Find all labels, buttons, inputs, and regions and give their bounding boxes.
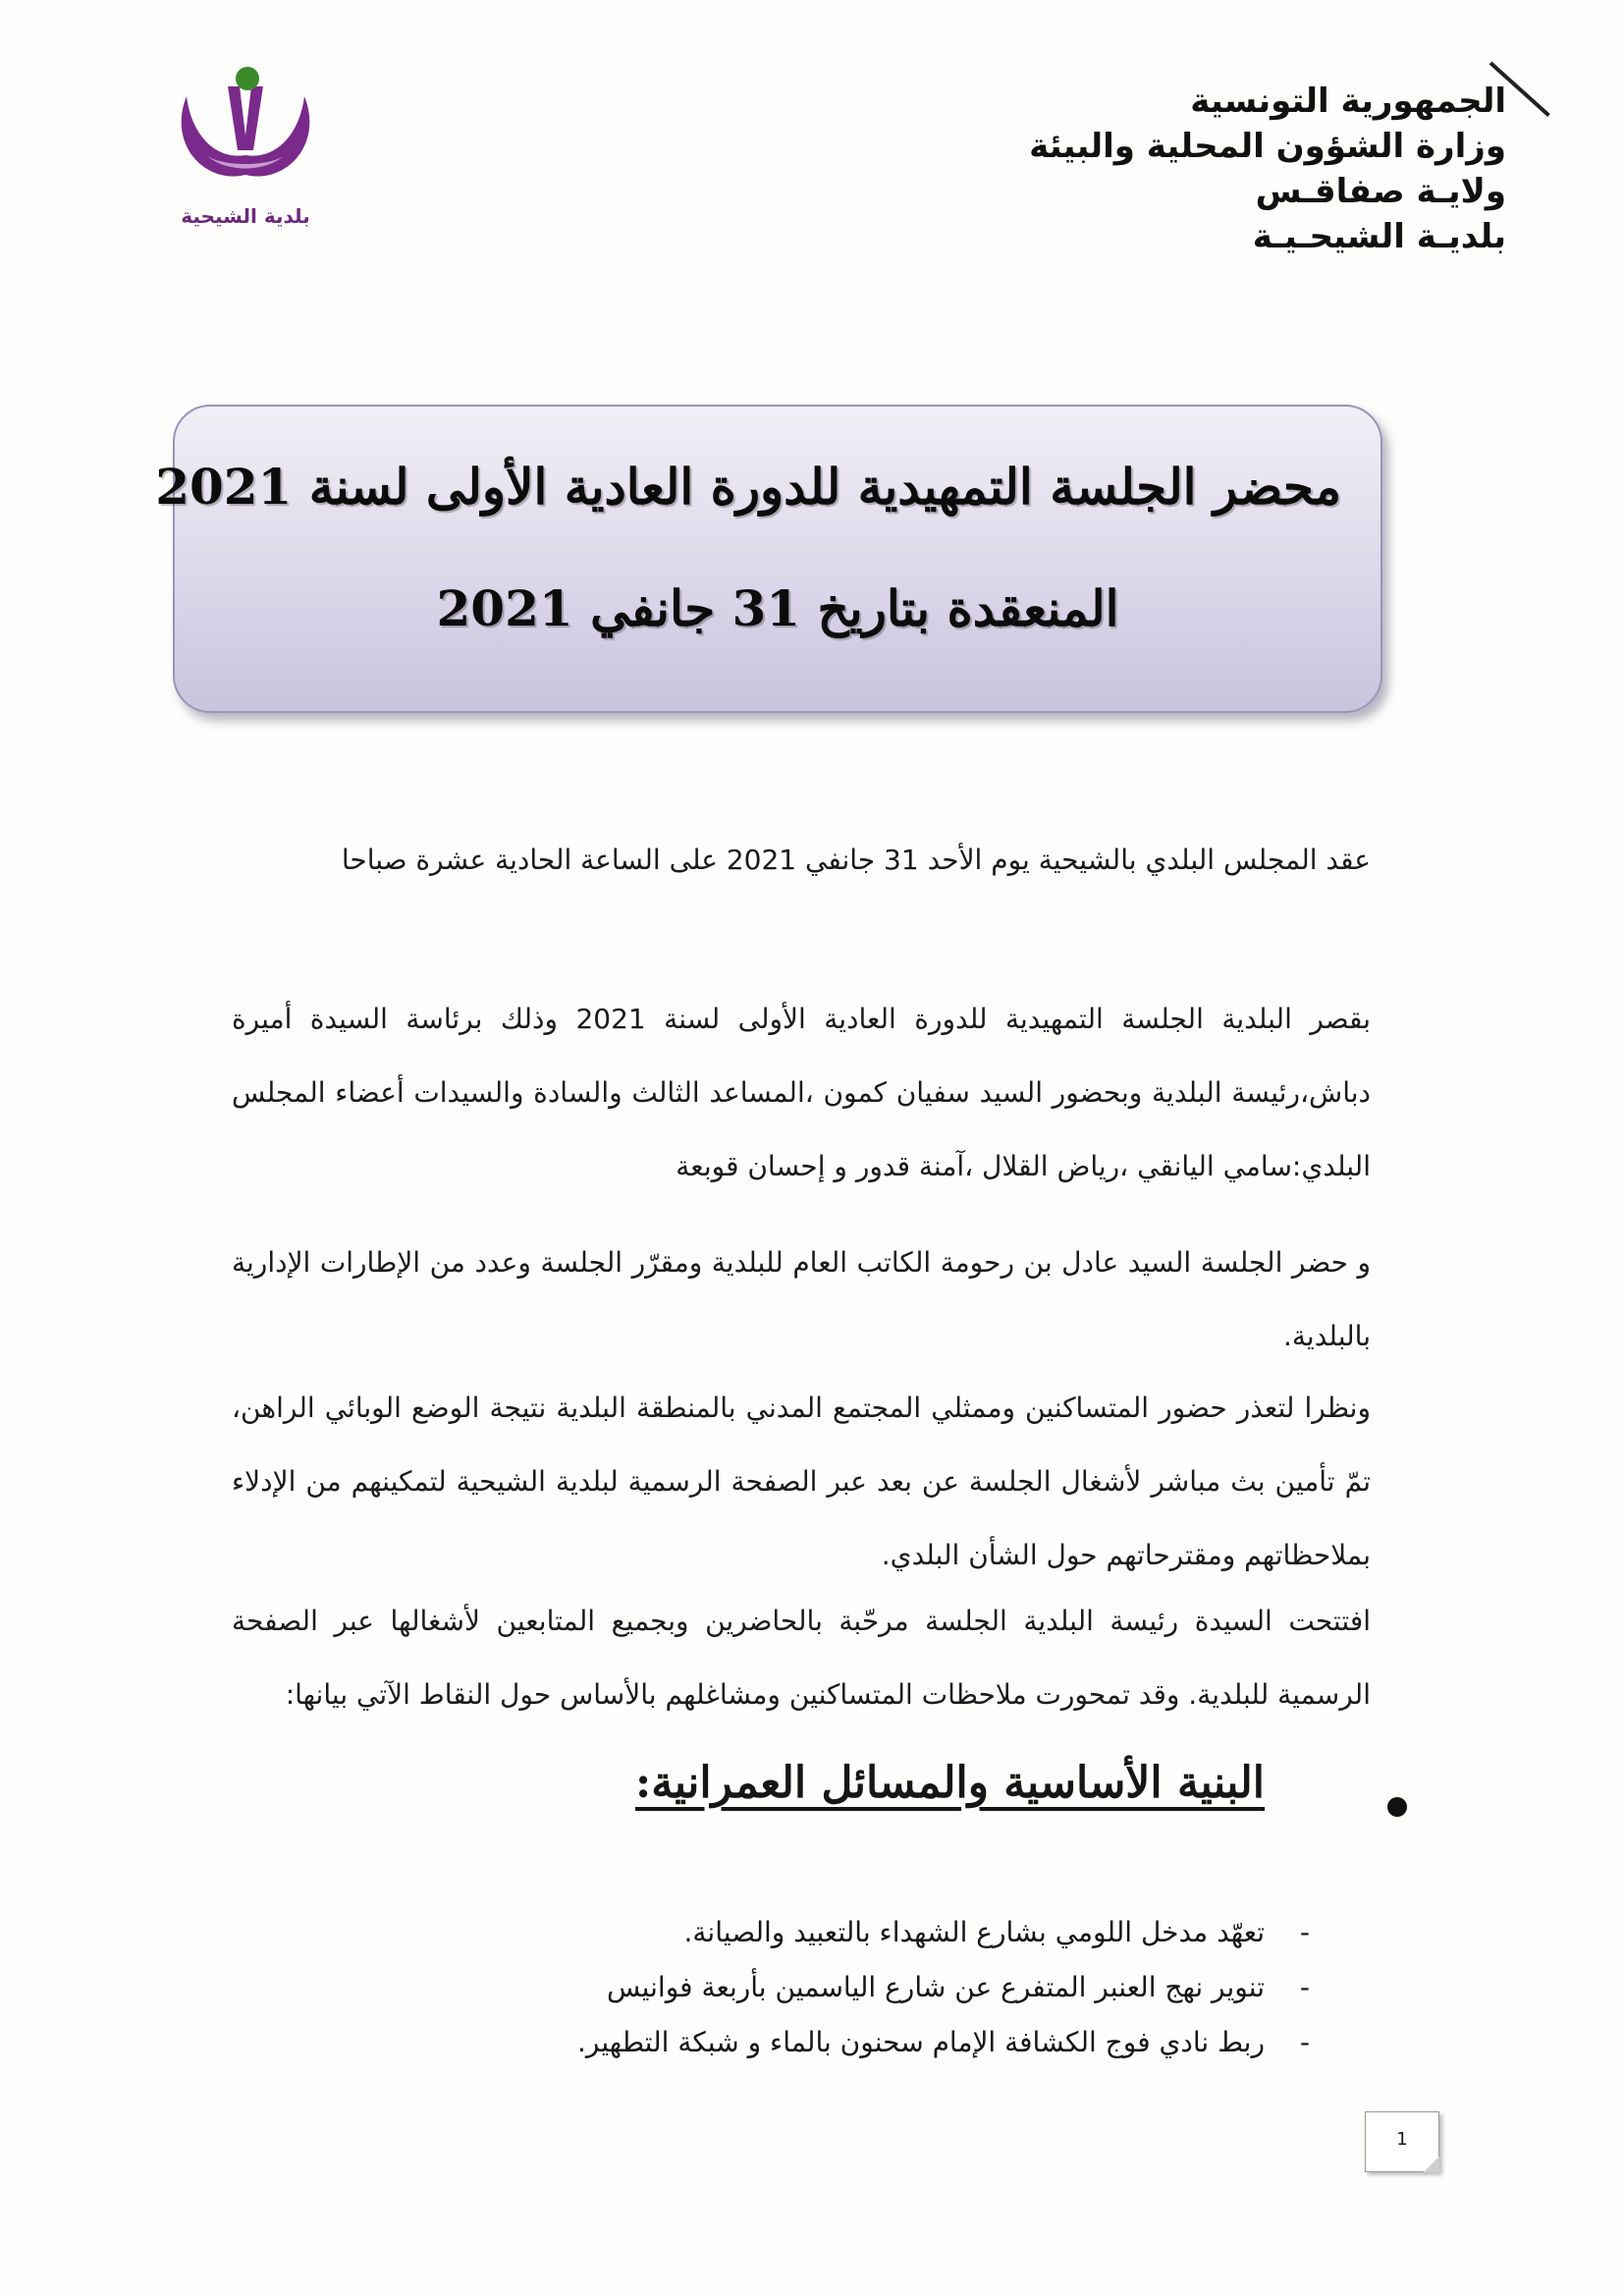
dash-icon: - (1299, 1916, 1310, 1948)
bullet-icon (1387, 1797, 1407, 1817)
paragraph-broadcast: ونظرا لتعذر حضور المتساكنين وممثلي المجتمع المدني بالمنطقة البلدية نتيجة الوضع الوبائي الراهن، تمّ تأمين بث مباشر لأشغال الجلسة عن بعد عبر الصفحة الرسمية لبلدية الشيحية لتمكينهم من الإدلاء بملاحظاتهم ومقترحاتهم حول الشأن البلدي. (232, 1392, 1371, 1571)
list-item-text: تنوير نهج العنبر المتفرع عن شارع الياسمين بأربعة فوانيس (606, 1971, 1265, 2003)
document-subtitle: المنعقدة بتاريخ 31 جانفي 2021 (436, 579, 1119, 637)
page-number: 1 (1365, 2111, 1439, 2172)
paragraph-attendees: بقصر البلدية الجلسة التمهيدية للدورة العادية الأولى لسنة 2021 وذلك برئاسة السيدة أميرة دباش،رئيسة البلدية وبحضور السيد سفيان كمون ،المساعد الثالث والسادة والسيدات أعضاء المجلس البلدي:سامي اليانقي ،رياض القلال ،آمنة قدور و إحسان قوبعة (232, 1003, 1371, 1182)
municipality-logo (167, 57, 324, 263)
document-title: محضر الجلسة التمهيدية للدورة العادية الأولى لسنة 2021 (155, 458, 1341, 516)
dash-icon: - (1299, 2026, 1310, 2058)
list-item-text: ربط نادي فوج الكشافة الإمام سحنون بالماء و شبكة التطهير. (576, 2026, 1265, 2058)
letterhead-line: الجمهورية التونسية (1190, 82, 1506, 121)
letterhead-line: ولايـة صفاقـس (1255, 172, 1506, 211)
section-list (328, 1905, 1310, 2070)
dash-icon: - (1299, 1971, 1310, 2003)
letterhead-line: بلديـة الشيحـيـة (1252, 217, 1506, 256)
logo-emblem-icon (167, 57, 324, 204)
letterhead (996, 79, 1506, 259)
list-item-text: تعهّد مدخل اللومي بشارع الشهداء بالتعبيد والصيانة. (683, 1916, 1265, 1948)
list-item (328, 1960, 1310, 2015)
section-heading: البنية الأساسية والمسائل العمرانية: (634, 1758, 1265, 1808)
list-item (328, 2015, 1310, 2070)
paragraph-secretary: و حضر الجلسة السيد عادل بن رحومة الكاتب العام للبلدية ومقرّر الجلسة وعدد من الإطارات الإدارية بالبلدية. (232, 1246, 1371, 1352)
paragraph-opening: افتتحت السيدة رئيسة البلدية الجلسة مرحّبة بالحاضرين وبجميع المتابعين لأشغالها عبر الصفحة الرسمية للبلدية. وقد تمحورت ملاحظات المتساكنين ومشاغلهم بالأساس حول النقاط الآتي بيانها: (232, 1605, 1371, 1711)
title-box (155, 405, 1382, 713)
logo-label: بلدية الشيحية (181, 204, 310, 228)
list-item (328, 1905, 1310, 1960)
paragraph-meeting-time: عقد المجلس البلدي بالشيحية يوم الأحد 31 جانفي 2021 على الساعة الحادية عشرة صباحا (341, 844, 1371, 876)
letterhead-line: وزارة الشؤون المحلية والبيئة (1029, 127, 1506, 166)
